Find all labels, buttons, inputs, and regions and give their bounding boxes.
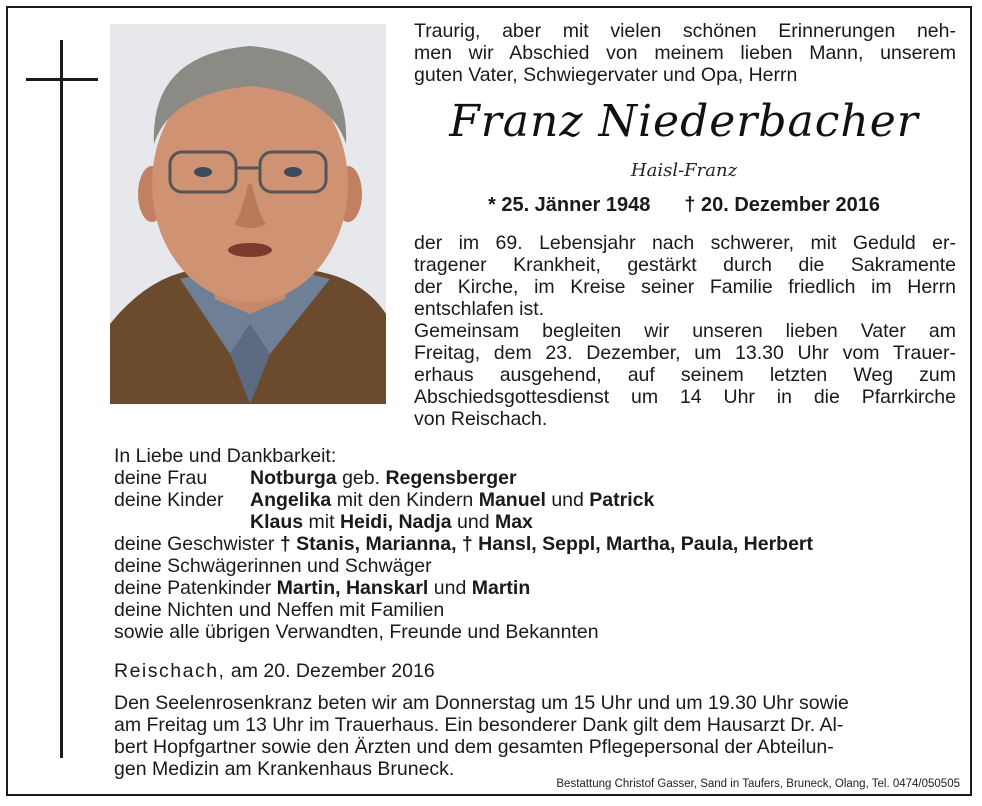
- family-row-paten: deine Patenkinder Martin, Hanskarl und Martin: [114, 577, 531, 599]
- closing-line: bert Hopfgartner sowie den Ärzten und dem gesamten Pflegepersonal der Abteilun-: [114, 736, 834, 758]
- deceased-nickname: Haisl-Franz: [630, 160, 738, 181]
- family-heading: In Liebe und Dankbarkeit:: [114, 445, 337, 467]
- body-line: Abschiedsgottesdienst um 14 Uhr in die Pfarrkirche: [414, 386, 956, 408]
- family-list: [114, 445, 964, 643]
- family-row-kinder: deine Kinder Angelika mit den Kindern Manuel und Patrick: [114, 489, 655, 511]
- notice-date: am 20. Dezember 2016: [230, 660, 435, 682]
- life-dates: [404, 194, 964, 217]
- birth-date: * 25. Jänner 1948: [487, 194, 651, 216]
- intro-line: men wir Abschied von meinem lieben Mann, unserem: [414, 42, 956, 64]
- body-line: Freitag, dem 23. Dezember, um 13.30 Uhr vom Trauer-: [414, 342, 956, 364]
- family-row-nichten: deine Nichten und Neffen mit Familien: [114, 599, 445, 621]
- cross-icon-bar: [26, 78, 98, 81]
- intro-line: Traurig, aber mit vielen schönen Erinnerungen neh-: [414, 20, 956, 42]
- closing-line: Den Seelenrosenkranz beten wir am Donnerstag um 15 Uhr und um 19.30 Uhr sowie: [114, 692, 849, 714]
- body-line: der Kirche, im Kreise seiner Familie friedlich im Herrn: [414, 276, 956, 298]
- body-line: tragener Krankheit, gestärkt durch die Sakramente: [414, 254, 956, 276]
- body-line: erhaus ausgehend, auf seinem letzten Weg zum: [414, 364, 956, 386]
- family-row-kinder-2: Klaus mit Heidi, Nadja und Max: [250, 511, 533, 533]
- closing-line: am Freitag um 13 Uhr im Trauerhaus. Ein besonderer Dank gilt dem Hausarzt Dr. Al-: [114, 714, 844, 736]
- portrait-photo: [110, 24, 386, 404]
- death-date: † 20. Dezember 2016: [684, 194, 881, 216]
- deceased-name: Franz Niederbacher: [449, 96, 919, 147]
- body-line: der im 69. Lebensjahr nach schwerer, mit Geduld er-: [414, 232, 956, 254]
- body-line: Gemeinsam begleiten wir unseren lieben Vater am: [414, 320, 956, 342]
- family-row-frau: deine Frau Notburga geb. Regensberger: [114, 467, 517, 489]
- place-date: [114, 660, 435, 682]
- funeral-home-footer: Bestattung Christof Gasser, Sand in Taufers, Bruneck, Olang, Tel. 0474/050505: [556, 778, 960, 790]
- cross-icon: [60, 40, 63, 758]
- family-row-verwandte: sowie alle übrigen Verwandten, Freunde und Bekannten: [114, 621, 599, 643]
- family-row-schwaeger: deine Schwägerinnen und Schwäger: [114, 555, 432, 577]
- closing-line: gen Medizin am Krankenhaus Bruneck.: [114, 758, 455, 780]
- body-line: von Reischach.: [414, 408, 548, 430]
- closing-text: [114, 692, 954, 780]
- body-line: entschlafen ist.: [414, 298, 545, 320]
- announcement-text: [414, 232, 956, 430]
- intro-line: guten Vater, Schwiegervater und Opa, Herrn: [414, 64, 798, 86]
- family-row-geschwister: deine Geschwister † Stanis, Marianna, † Hansl, Seppl, Martha, Paula, Herbert: [114, 533, 814, 555]
- place-name: Reischach,: [114, 660, 226, 682]
- intro-text: [414, 20, 956, 86]
